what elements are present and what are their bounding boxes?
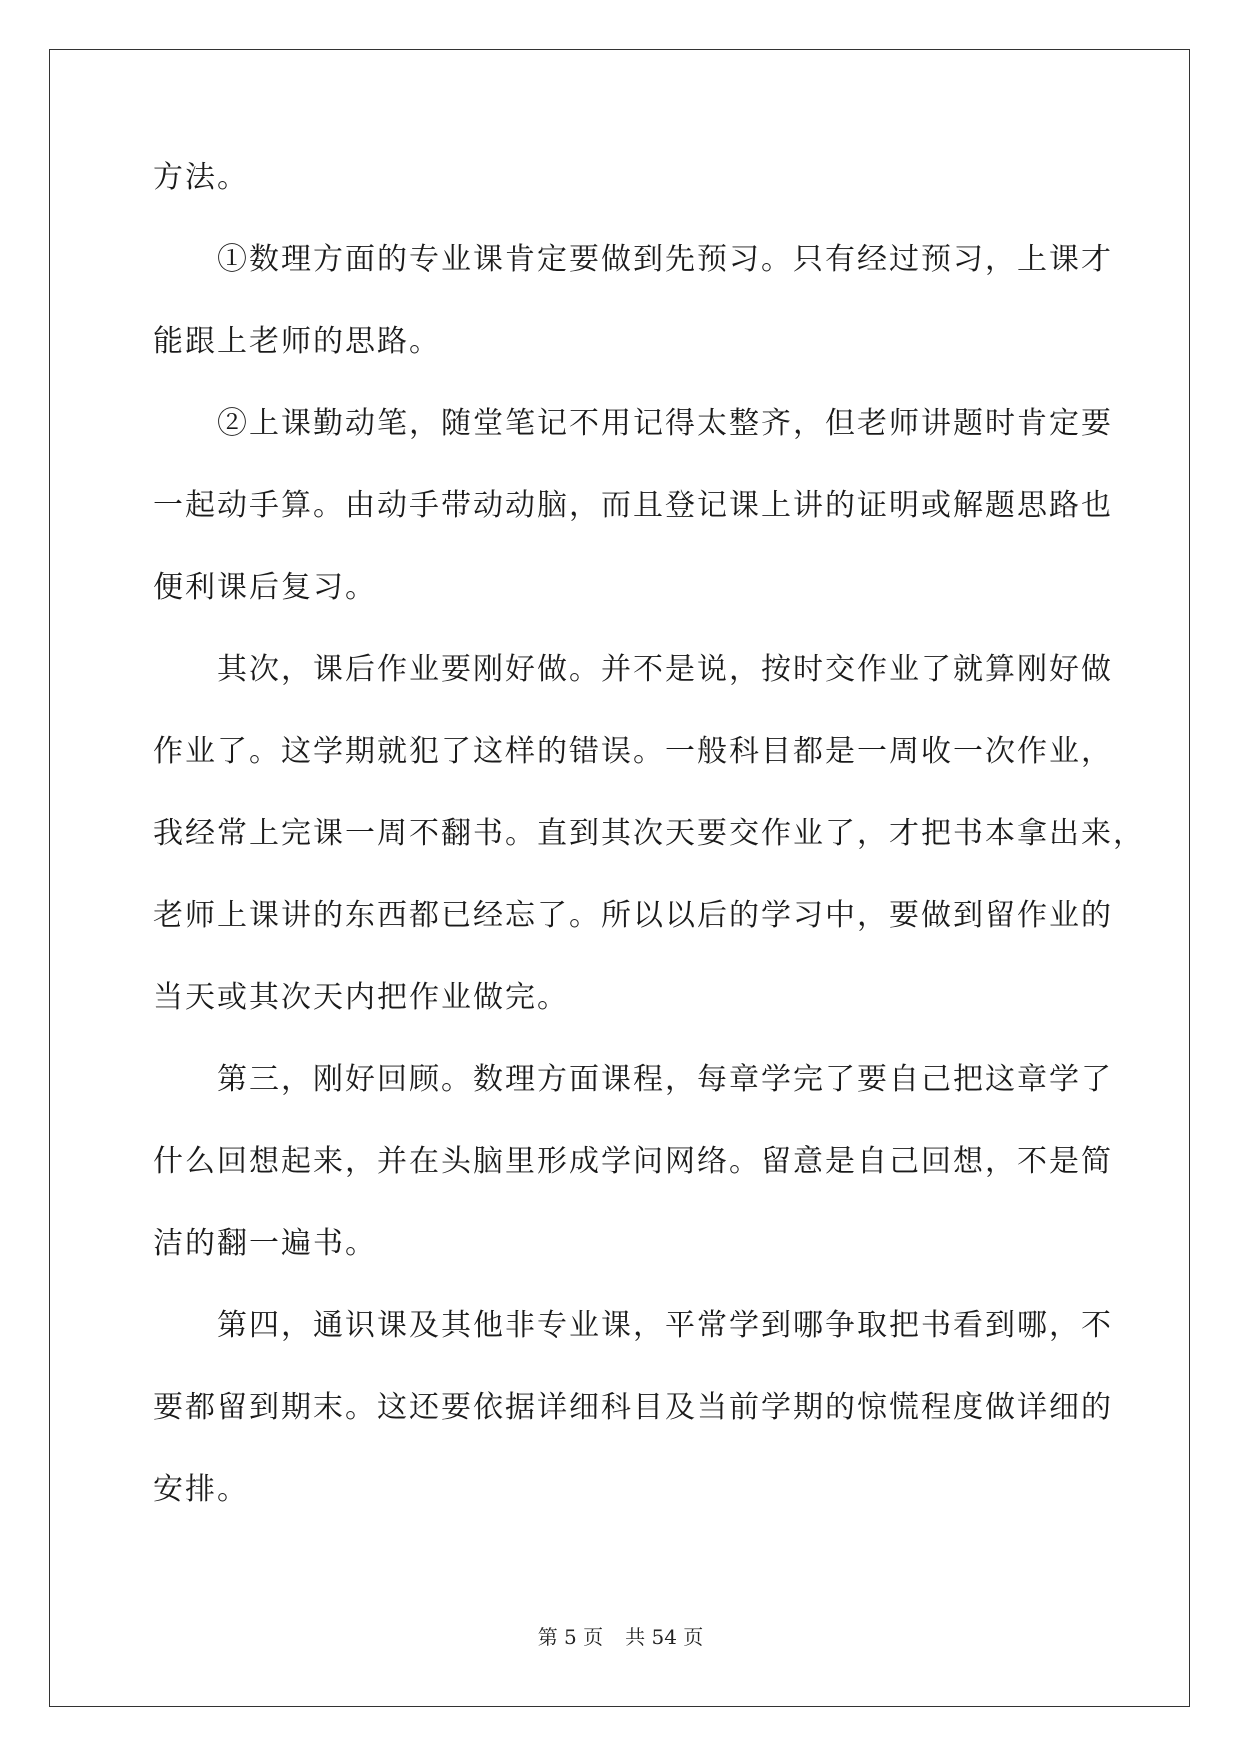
text-line: 我经常上完课一周不翻书。直到其次天要交作业了，才把书本拿出来， bbox=[153, 816, 1145, 851]
text-line: 安排。 bbox=[153, 1472, 249, 1507]
page-footer bbox=[0, 1624, 1241, 1650]
text-line: 要都留到期末。这还要依据详细科目及当前学期的惊慌程度做详细的 bbox=[153, 1390, 1113, 1425]
text-line: 什么回想起来，并在头脑里形成学问网络。留意是自己回想，不是简 bbox=[153, 1144, 1113, 1179]
text-line: 一起动手算。由动手带动动脑，而且登记课上讲的证明或解题思路也 bbox=[153, 488, 1113, 523]
page-number: 第 5 页 bbox=[537, 1625, 604, 1649]
text-line: ①数理方面的专业课肯定要做到先预习。只有经过预习，上课才 bbox=[153, 242, 1113, 277]
text-line: 第三，刚好回顾。数理方面课程，每章学完了要自己把这章学了 bbox=[153, 1062, 1113, 1097]
text-line: 洁的翻一遍书。 bbox=[153, 1226, 377, 1261]
text-line: 方法。 bbox=[153, 160, 249, 195]
text-line: 第四，通识课及其他非专业课，平常学到哪争取把书看到哪，不 bbox=[153, 1308, 1113, 1343]
text-line: 当天或其次天内把作业做完。 bbox=[153, 980, 569, 1015]
text-line: 作业了。这学期就犯了这样的错误。一般科目都是一周收一次作业， bbox=[153, 734, 1113, 769]
text-line: 便利课后复习。 bbox=[153, 570, 377, 605]
text-line: 其次，课后作业要刚好做。并不是说，按时交作业了就算刚好做 bbox=[153, 652, 1113, 687]
document-body bbox=[153, 158, 1145, 1552]
text-line: 能跟上老师的思路。 bbox=[153, 324, 441, 359]
text-line: 老师上课讲的东西都已经忘了。所以以后的学习中，要做到留作业的 bbox=[153, 898, 1113, 933]
total-pages: 共 54 页 bbox=[625, 1625, 704, 1649]
text-line: ②上课勤动笔，随堂笔记不用记得太整齐，但老师讲题时肯定要 bbox=[153, 406, 1113, 441]
